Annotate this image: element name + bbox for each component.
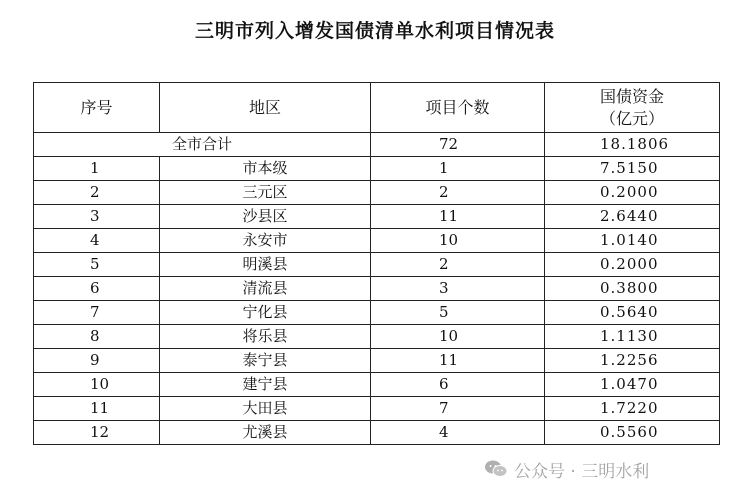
row-funds: 0.2000 xyxy=(545,253,720,277)
table-row xyxy=(34,397,720,421)
row-seq: 5 xyxy=(34,253,160,277)
table-row xyxy=(34,229,720,253)
row-region: 将乐县 xyxy=(160,325,371,349)
row-seq: 12 xyxy=(34,421,160,445)
row-region: 永安市 xyxy=(160,229,371,253)
bond-projects-table xyxy=(33,82,720,445)
row-seq: 4 xyxy=(34,229,160,253)
table-header-row xyxy=(34,83,720,133)
table-body xyxy=(34,133,720,445)
row-count: 10 xyxy=(371,229,545,253)
row-region: 三元区 xyxy=(160,181,371,205)
row-funds: 0.2000 xyxy=(545,181,720,205)
table-row xyxy=(34,325,720,349)
row-count: 7 xyxy=(371,397,545,421)
row-seq: 2 xyxy=(34,181,160,205)
row-funds: 1.7220 xyxy=(545,397,720,421)
document-title: 三明市列入增发国债清单水利项目情况表 xyxy=(194,20,555,42)
watermark-text: 公众号 · 三明水利 xyxy=(514,461,650,482)
row-seq: 10 xyxy=(34,373,160,397)
row-count: 2 xyxy=(371,181,545,205)
row-count: 11 xyxy=(371,205,545,229)
row-region: 泰宁县 xyxy=(160,349,371,373)
header-region: 地区 xyxy=(160,83,371,133)
row-region: 明溪县 xyxy=(160,253,371,277)
row-seq: 9 xyxy=(34,349,160,373)
total-label: 全市合计 xyxy=(34,133,371,157)
row-funds: 1.0470 xyxy=(545,373,720,397)
row-seq: 11 xyxy=(34,397,160,421)
row-count: 5 xyxy=(371,301,545,325)
row-region: 市本级 xyxy=(160,157,371,181)
table-row xyxy=(34,277,720,301)
row-count: 11 xyxy=(371,349,545,373)
row-region: 建宁县 xyxy=(160,373,371,397)
table-row xyxy=(34,157,720,181)
row-region: 宁化县 xyxy=(160,301,371,325)
row-funds: 1.1130 xyxy=(545,325,720,349)
row-region: 清流县 xyxy=(160,277,371,301)
row-count: 6 xyxy=(371,373,545,397)
table-row xyxy=(34,205,720,229)
row-seq: 6 xyxy=(34,277,160,301)
total-row xyxy=(34,133,720,157)
row-funds: 7.5150 xyxy=(545,157,720,181)
row-count: 10 xyxy=(371,325,545,349)
row-seq: 1 xyxy=(34,157,160,181)
table-row xyxy=(34,301,720,325)
row-funds: 0.3800 xyxy=(545,277,720,301)
row-seq: 3 xyxy=(34,205,160,229)
header-funds-line1: 国债资金 xyxy=(599,86,664,106)
row-region: 沙县区 xyxy=(160,205,371,229)
row-region: 大田县 xyxy=(160,397,371,421)
row-count: 3 xyxy=(371,277,545,301)
header-seq: 序号 xyxy=(34,83,160,133)
row-funds: 1.0140 xyxy=(545,229,720,253)
row-funds: 0.5640 xyxy=(545,301,720,325)
table-row xyxy=(34,253,720,277)
table-row xyxy=(34,349,720,373)
table-row xyxy=(34,181,720,205)
row-seq: 7 xyxy=(34,301,160,325)
watermark xyxy=(484,456,649,482)
row-count: 4 xyxy=(371,421,545,445)
row-count: 1 xyxy=(371,157,545,181)
table-row xyxy=(34,373,720,397)
row-seq: 8 xyxy=(34,325,160,349)
header-count: 项目个数 xyxy=(371,83,545,133)
row-funds: 1.2256 xyxy=(545,349,720,373)
header-funds xyxy=(545,83,720,133)
row-count: 2 xyxy=(371,253,545,277)
total-funds: 18.1806 xyxy=(545,133,720,157)
total-count: 72 xyxy=(371,133,545,157)
row-funds: 0.5560 xyxy=(545,421,720,445)
row-funds: 2.6440 xyxy=(545,205,720,229)
header-funds-line2: （亿元） xyxy=(599,108,664,128)
table-row xyxy=(34,421,720,445)
row-region: 尤溪县 xyxy=(160,421,371,445)
wechat-icon xyxy=(484,459,508,479)
